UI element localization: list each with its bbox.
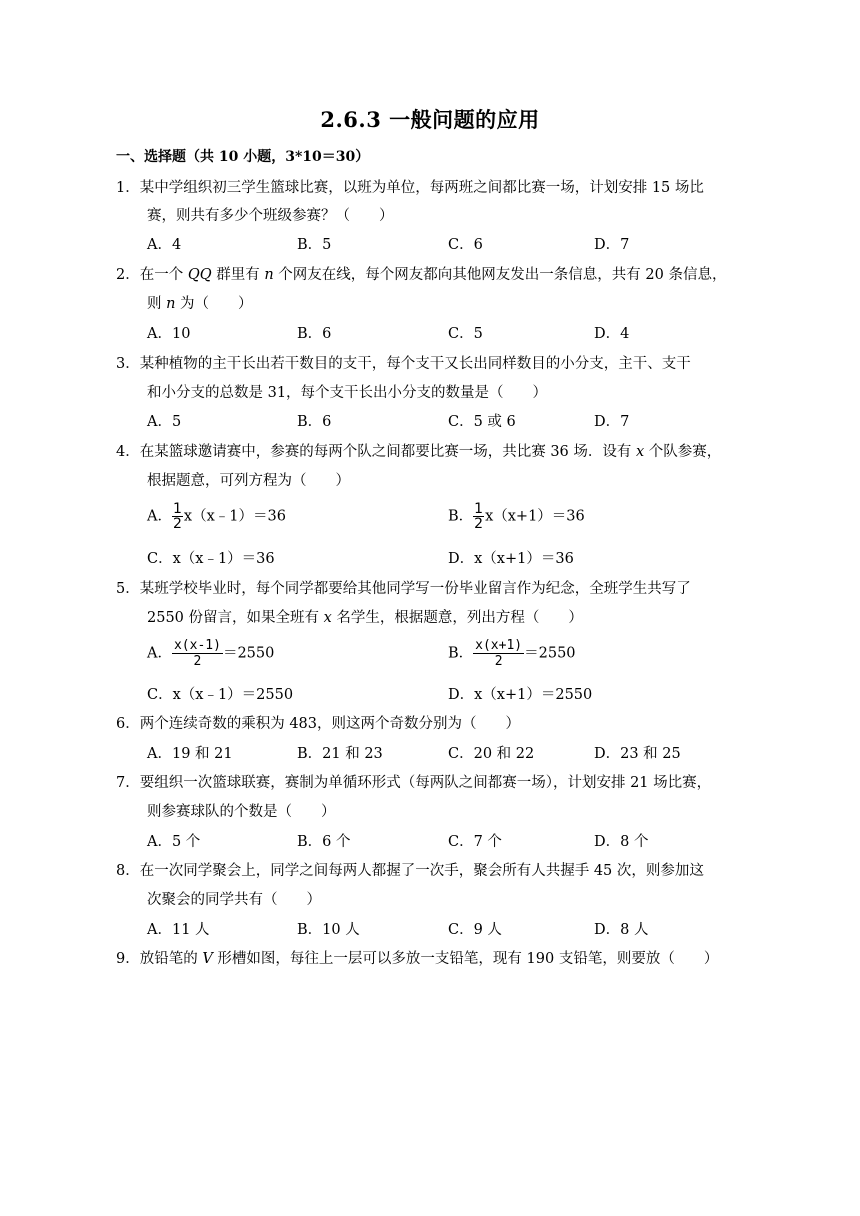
question-6-option-b: B．21 和 23 xyxy=(297,746,383,762)
question-7-option-d: D．8 个 xyxy=(594,834,649,850)
question-2-option-d: D．4 xyxy=(594,326,630,342)
question-5-option-a: A． $\frac{x(x-1)}{2}$ ＝2550 xyxy=(147,638,275,669)
question-2-line-2: 则 n 为（ ） xyxy=(147,296,253,312)
question-3-line-1: 3．某种植物的主干长出若干数目的支干，每个支干又长出同样数目的小分支，主干、支干 xyxy=(116,356,691,372)
question-7-line-2: 则参赛球队的个数是（ ） xyxy=(147,804,336,820)
question-1-option-c: C．6 xyxy=(448,237,483,253)
question-6-option-c: C．20 和 22 xyxy=(448,746,535,762)
fraction-x-x-plus-1-over-2: $\frac{x(x+1)}{2}$ xyxy=(475,638,523,669)
question-2-line-1: 2．在一个 QQ 群里有 n 个网友在线，每个网友都向其他网友发出一条信息，共有 20 条信息， xyxy=(116,267,727,283)
question-6-option-d: D．23 和 25 xyxy=(594,746,681,762)
question-9-line-1: 9．放铅笔的 V 形槽如图，每往上一层可以多放一支铅笔，现有 190 支铅笔，则要放（ ） xyxy=(116,951,719,967)
question-5-line-2: 2550 份留言，如果全班有 x 名学生，根据题意，列出方程（ ） xyxy=(147,610,583,626)
fraction-x-x-minus-1-over-2: $\frac{x(x-1)}{2}$ xyxy=(173,638,221,669)
fraction-one-half: $\frac{1}{2}$ xyxy=(474,501,484,532)
question-1-option-b: B．5 xyxy=(297,237,332,253)
question-8-option-a: A．11 人 xyxy=(147,922,210,938)
page-title: 2.6.3 一般问题的应用 xyxy=(320,107,540,132)
question-1-option-a: A．4 xyxy=(147,237,182,253)
question-4-option-c: C．x（x﹣1）＝36 xyxy=(147,551,275,567)
question-7-option-c: C．7 个 xyxy=(448,834,502,850)
question-8-option-d: D．8 人 xyxy=(594,922,649,938)
section-heading: 一、选择题（共 10 小题，3*10＝30） xyxy=(116,149,370,165)
question-3-line-2: 和小分支的总数是 31，每个支干长出小分支的数量是（ ） xyxy=(147,385,548,401)
question-7-option-a: A．5 个 xyxy=(147,834,201,850)
fraction-one-half: $\frac{1}{2}$ xyxy=(172,501,182,532)
question-2-option-a: A．10 xyxy=(147,326,191,342)
question-3-option-d: D．7 xyxy=(594,414,630,430)
question-8-line-2: 次聚会的同学共有（ ） xyxy=(147,892,321,908)
question-4-option-b: B． $\frac{1}{2}$ x（x+1）＝36 xyxy=(448,501,585,532)
question-5-option-d: D．x（x+1）＝2550 xyxy=(448,687,593,703)
question-2-option-c: C．5 xyxy=(448,326,483,342)
question-3-option-b: B．6 xyxy=(297,414,332,430)
question-4-option-a: A． $\frac{1}{2}$ x（x﹣1）＝36 xyxy=(147,501,286,532)
question-6-line-1: 6．两个连续奇数的乘积为 483，则这两个奇数分别为（ ） xyxy=(116,716,521,732)
question-8-option-c: C．9 人 xyxy=(448,922,502,938)
question-4-option-d: D．x（x+1）＝36 xyxy=(448,551,574,567)
question-1-line-2: 赛，则共有多少个班级参赛？（ ） xyxy=(147,208,394,224)
question-5-option-b: B． $\frac{x(x+1)}{2}$ ＝2550 xyxy=(448,638,576,669)
question-1-option-d: D．7 xyxy=(594,237,630,253)
question-8-line-1: 8．在一次同学聚会上，同学之间每两人都握了一次手，聚会所有人共握手 45 次，则参加这 xyxy=(116,863,704,879)
question-6-option-a: A．19 和 21 xyxy=(147,746,233,762)
question-1-line-1: 1．某中学组织初三学生篮球比赛，以班为单位，每两班之间都比赛一场，计划安排 15 场比 xyxy=(116,180,704,196)
question-7-option-b: B．6 个 xyxy=(297,834,351,850)
question-5-option-c: C．x（x﹣1）＝2550 xyxy=(147,687,294,703)
question-8-option-b: B．10 人 xyxy=(297,922,360,938)
question-7-line-1: 7．要组织一次篮球联赛，赛制为单循环形式（每两队之间都赛一场），计划安排 21 场比赛， xyxy=(116,775,712,791)
question-3-option-c: C．5 或 6 xyxy=(448,414,516,430)
question-4-line-1: 4．在某篮球邀请赛中，参赛的每两个队之间都要比赛一场，共比赛 36 场．设有 x 个队参赛， xyxy=(116,444,722,460)
question-3-option-a: A．5 xyxy=(147,414,182,430)
question-5-line-1: 5．某班学校毕业时，每个同学都要给其他同学写一份毕业留言作为纪念，全班学生共写了 xyxy=(116,581,691,597)
question-4-line-2: 根据题意，可列方程为（ ） xyxy=(147,473,350,489)
question-2-option-b: B．6 xyxy=(297,326,332,342)
